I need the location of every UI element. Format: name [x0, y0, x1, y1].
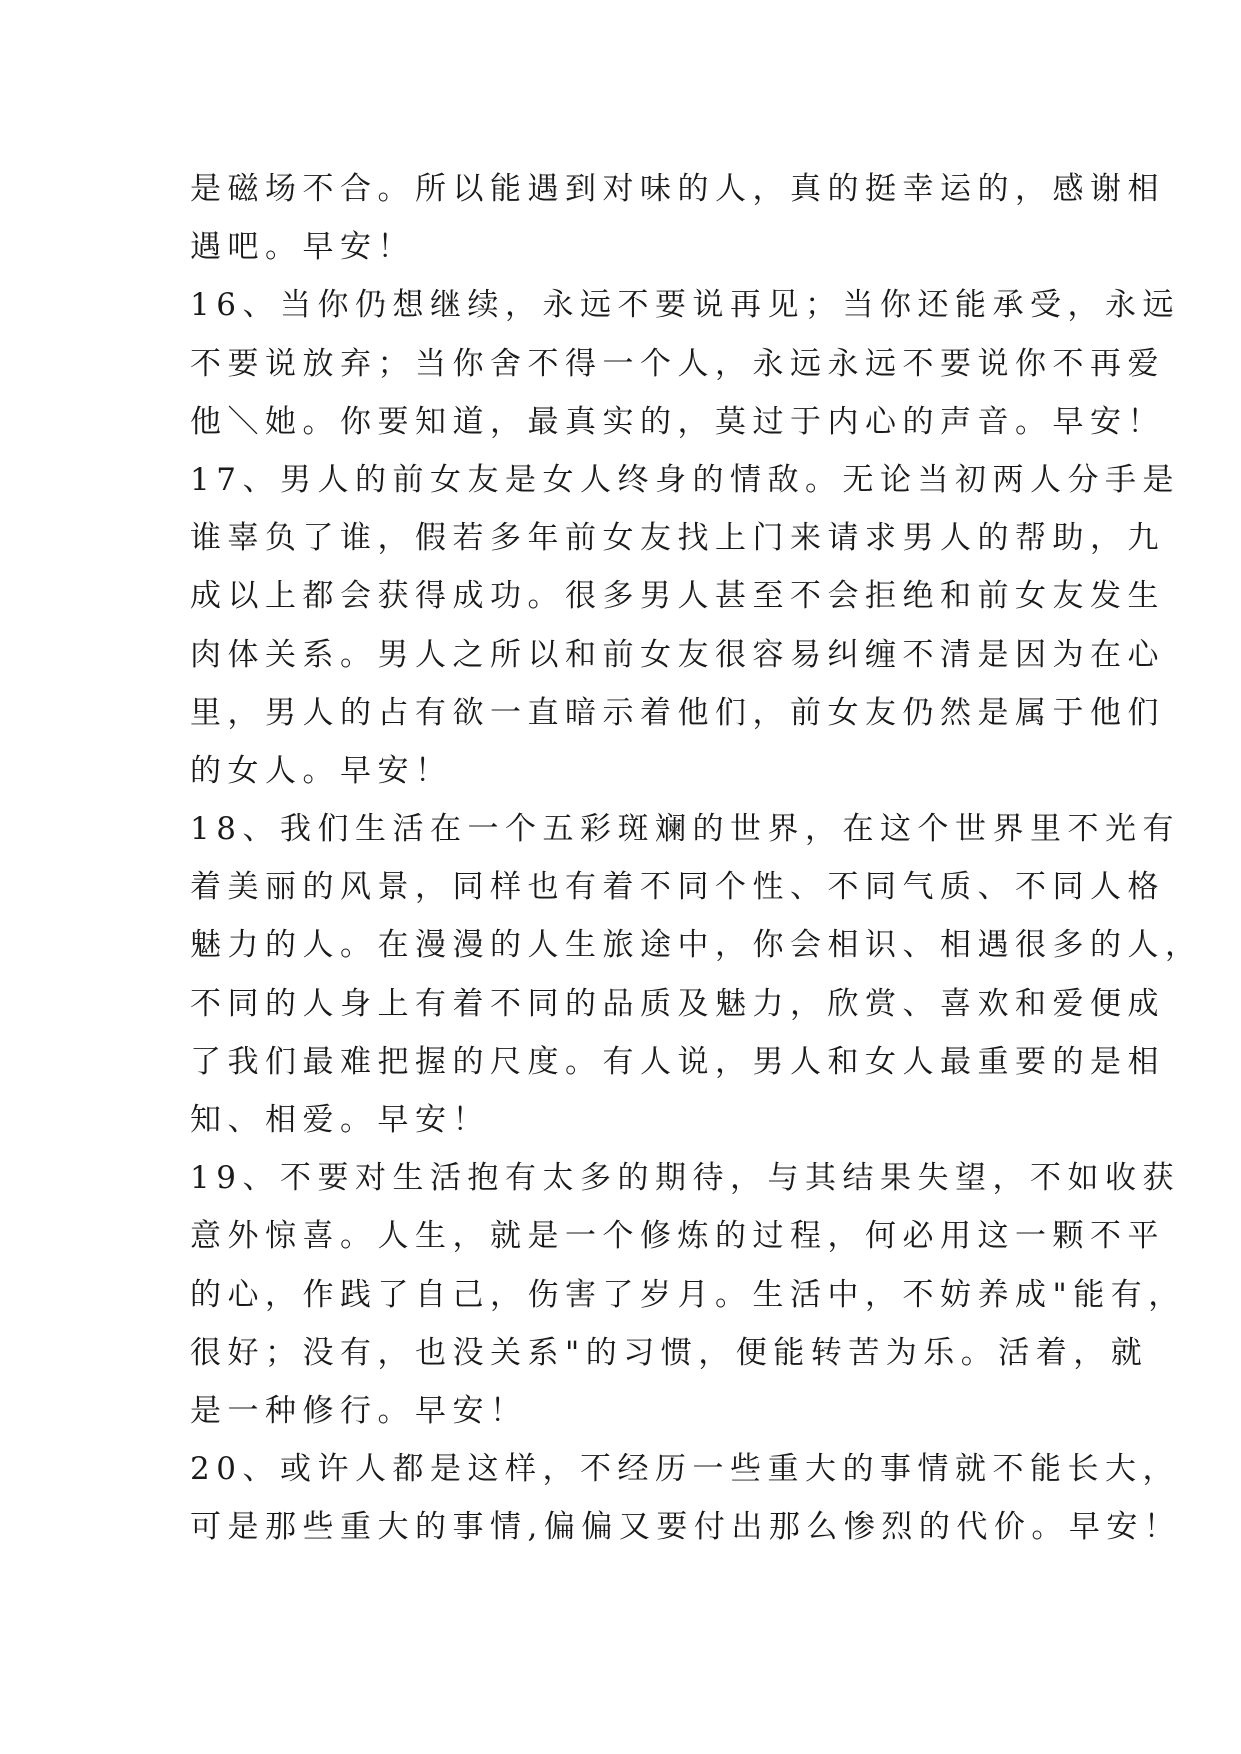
document-body	[190, 160, 1203, 1557]
text-line: 不同的人身上有着不同的品质及魅力，欣赏、喜欢和爱便成	[190, 985, 1165, 1022]
text-line: 了我们最难把握的尺度。有人说，男人和女人最重要的是相	[190, 1043, 1165, 1080]
text-line: 是一种修行。早安！	[190, 1392, 528, 1429]
text-line: 可是那些重大的事情,偏偏又要付出那么惨烈的代价。早安！	[190, 1509, 1182, 1546]
text-line: 意外惊喜。人生，就是一个修炼的过程，何必用这一颗不平	[190, 1218, 1165, 1255]
text-line: 不要说放弃；当你舍不得一个人，永远永远不要说你不再爱	[190, 345, 1165, 382]
text-line: 肉体关系。男人之所以和前女友很容易纠缠不清是因为在心	[190, 636, 1165, 673]
text-line: 很好；没有，也没关系"的习惯，便能转苦为乐。活着，就	[190, 1334, 1149, 1371]
text-line: 他＼她。你要知道，最真实的，莫过于内心的声音。早安！	[190, 403, 1165, 440]
text-line: 17、男人的前女友是女人终身的情敌。无论当初两人分手是	[190, 461, 1180, 498]
text-line: 19、不要对生活抱有太多的期待，与其结果失望，不如收获	[190, 1160, 1180, 1197]
text-line: 魅力的人。在漫漫的人生旅途中，你会相识、相遇很多的人，	[190, 927, 1203, 964]
text-line: 谁辜负了谁，假若多年前女友找上门来请求男人的帮助，九	[190, 520, 1165, 557]
text-line: 着美丽的风景，同样也有着不同个性、不同气质、不同人格	[190, 869, 1165, 906]
text-line: 是磁场不合。所以能遇到对味的人，真的挺幸运的，感谢相	[190, 171, 1165, 207]
text-line: 知、相爱。早安！	[190, 1102, 490, 1138]
text-line: 遇吧。早安！	[190, 229, 415, 266]
text-line: 18、我们生活在一个五彩斑斓的世界，在这个世界里不光有	[190, 811, 1180, 848]
text-line: 里，男人的占有欲一直暗示着他们，前女友仍然是属于他们	[190, 694, 1165, 731]
text-line: 成以上都会获得成功。很多男人甚至不会拒绝和前女友发生	[190, 578, 1165, 615]
text-line: 的心，作践了自己，伤害了岁月。生活中，不妨养成"能有，	[190, 1276, 1186, 1313]
text-line: 20、或许人都是这样，不经历一些重大的事情就不能长大，	[190, 1451, 1180, 1488]
text-line: 16、当你仍想继续，永远不要说再见；当你还能承受，永远	[190, 287, 1180, 324]
text-line: 的女人。早安！	[190, 752, 453, 789]
